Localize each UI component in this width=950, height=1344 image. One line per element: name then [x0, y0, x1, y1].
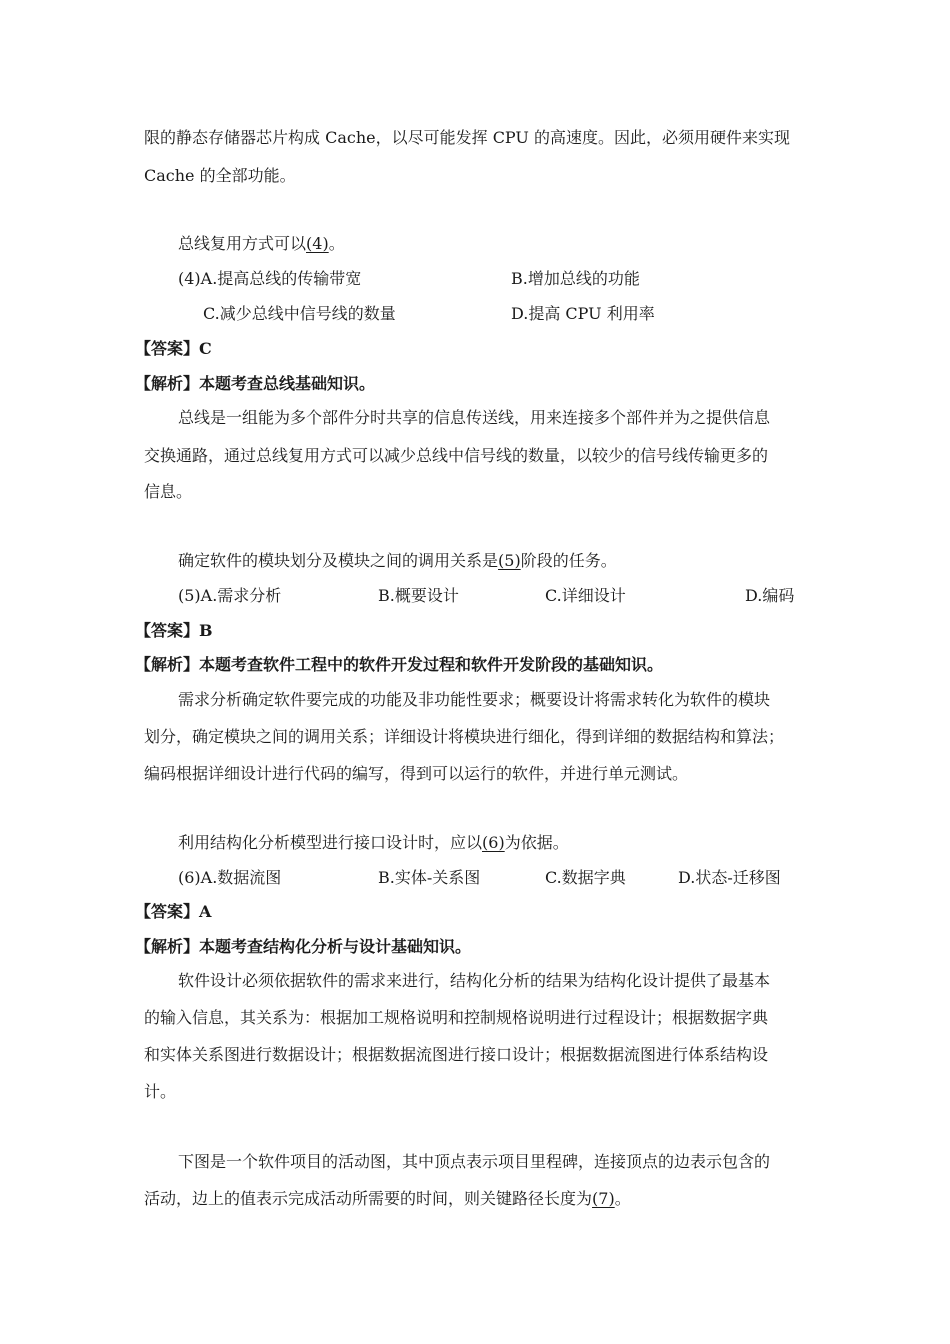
- q5-option-b: B.概要设计: [378, 586, 459, 605]
- intro-line-2: Cache 的全部功能。: [144, 166, 296, 185]
- q4-option-a: (4)A.提高总线的传输带宽: [178, 269, 362, 288]
- intro-line-1: 限的静态存储器芯片构成 Cache，以尽可能发挥 CPU 的高速度。因此，必须用硬件来实现: [144, 128, 790, 147]
- q4-analysis-title: 【解析】本题考查总线基础知识。: [135, 374, 376, 393]
- q6-option-b: B.实体-关系图: [378, 868, 481, 887]
- q5-analysis-line-3: 编码根据详细设计进行代码的编写，得到可以运行的软件，并进行单元测试。: [144, 764, 689, 783]
- q6-analysis-line-4: 计。: [144, 1082, 177, 1101]
- q6-answer: 【答案】A: [135, 902, 212, 921]
- q6-analysis-title: 【解析】本题考查结构化分析与设计基础知识。: [135, 937, 472, 956]
- q5-stem-post: 阶段的任务。: [520, 551, 617, 570]
- q6-blank: (6): [482, 833, 505, 852]
- q6-stem: [178, 833, 569, 853]
- q4-analysis-line-1: 总线是一组能为多个部件分时共享的信息传送线，用来连接多个部件并为之提供信息: [178, 408, 771, 427]
- q4-analysis-line-3: 信息。: [144, 482, 193, 501]
- q4-analysis-line-2: 交换通路，通过总线复用方式可以减少总线中信号线的数量，以较少的信号线传输更多的: [144, 446, 769, 465]
- q6-stem-pre: 利用结构化分析模型进行接口设计时，应以: [178, 833, 483, 852]
- q6-option-a: (6)A.数据流图: [178, 868, 282, 887]
- q6-analysis-line-1: 软件设计必须依据软件的需求来进行，结构化分析的结果为结构化设计提供了最基本: [178, 971, 771, 990]
- q5-stem-pre: 确定软件的模块划分及模块之间的调用关系是: [178, 551, 499, 570]
- q4-option-b: B.增加总线的功能: [511, 269, 640, 288]
- q6-option-d: D.状态-迁移图: [678, 868, 781, 887]
- q4-stem: [178, 234, 345, 254]
- q5-analysis-line-2: 划分，确定模块之间的调用关系；详细设计将模块进行细化，得到详细的数据结构和算法；: [144, 727, 785, 746]
- q7-stem-line-2: [144, 1189, 631, 1209]
- q4-answer: 【答案】C: [135, 339, 212, 358]
- q6-analysis-line-2: 的输入信息，其关系为：根据加工规格说明和控制规格说明进行过程设计；根据数据字典: [144, 1008, 769, 1027]
- q4-stem-post: 。: [328, 234, 345, 253]
- q6-stem-post: 为依据。: [504, 833, 569, 852]
- q7-blank: (7): [592, 1189, 615, 1208]
- q5-option-c: C.详细设计: [545, 586, 626, 605]
- q5-blank: (5): [498, 551, 521, 570]
- q5-answer: 【答案】B: [135, 621, 213, 640]
- q5-option-a: (5)A.需求分析: [178, 586, 282, 605]
- q5-stem: [178, 551, 617, 571]
- q7-stem-line-1: 下图是一个软件项目的活动图，其中顶点表示项目里程碑，连接顶点的边表示包含的: [178, 1152, 771, 1171]
- q5-option-d: D.编码: [745, 586, 795, 605]
- q4-option-d: D.提高 CPU 利用率: [511, 304, 655, 323]
- q7-stem-pre: 活动，边上的值表示完成活动所需要的时间，则关键路径长度为: [144, 1189, 593, 1208]
- q6-option-c: C.数据字典: [545, 868, 626, 887]
- q4-blank: (4): [306, 234, 329, 253]
- q5-analysis-title: 【解析】本题考查软件工程中的软件开发过程和软件开发阶段的基础知识。: [135, 655, 664, 674]
- q4-option-c: C.减少总线中信号线的数量: [203, 304, 396, 323]
- q7-stem-post: 。: [614, 1189, 631, 1208]
- q5-analysis-line-1: 需求分析确定软件要完成的功能及非功能性要求；概要设计将需求转化为软件的模块: [178, 690, 771, 709]
- q6-analysis-line-3: 和实体关系图进行数据设计；根据数据流图进行接口设计；根据数据流图进行体系结构设: [144, 1045, 769, 1064]
- q4-stem-pre: 总线复用方式可以: [178, 234, 307, 253]
